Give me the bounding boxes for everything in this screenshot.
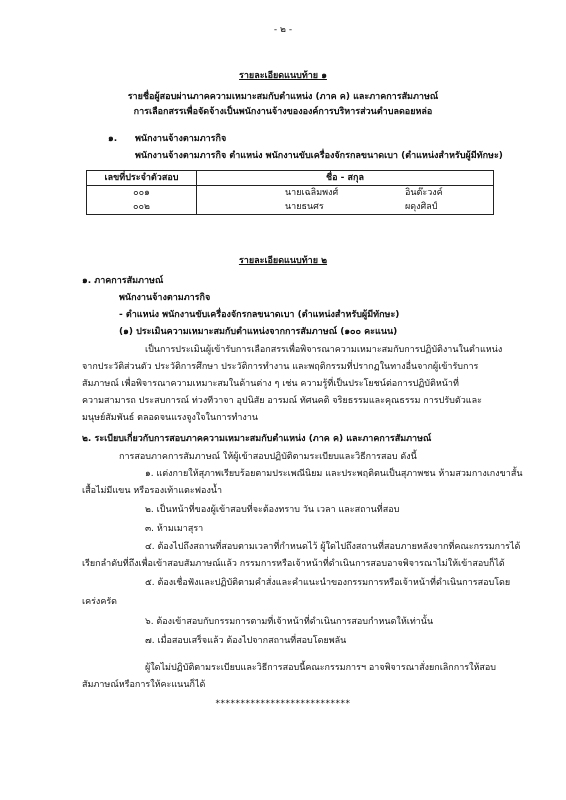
table-row xyxy=(87,186,494,201)
candidate-last-name: ผดุงศิลป์ xyxy=(405,201,438,212)
item-text: พนักงานจ้างตามภารกิจ xyxy=(135,134,227,144)
rule-1-line2: เสื้อไม่มีแขน หรือรองเท้าแตะฟองน้ำ xyxy=(82,486,223,496)
rule-5-line1: ๕. ต้องเชื่อฟังและปฏิบัติตามคำสั่งและคำแนะนำของกรรมการหรือเจ้าหน้าที่ดำเนินการสอบโดย xyxy=(145,578,511,588)
rule-2: ๒. เป็นหน้าที่ของผู้เข้าสอบที่จะต้องทราบ วัน เวลา และสถานที่สอบ xyxy=(145,505,400,515)
col-header-id: เลขที่ประจำตัวสอบ xyxy=(87,171,197,186)
candidate-first-name: นายธนศร xyxy=(285,201,324,212)
candidate-id: ๐๐๑ xyxy=(87,186,197,201)
paragraph-line: สัมภาษณ์ เพื่อพิจารณาความเหมาะสมในด้านต่าง ๆ เช่น ความรู้ที่เป็นประโยชน์ต่อการปฏิบัติหน้าที่ xyxy=(82,379,459,389)
end-mark: *************************** xyxy=(215,699,351,709)
rule-1-line1: ๑. แต่งกายให้สุภาพเรียบร้อยตามประเพณีนิยม และประพฤติตนเป็นสุภาพชน ห้ามสวมกางเกงขาสั้น xyxy=(145,469,523,479)
rule-4-line1: ๔. ต้องไปถึงสถานที่สอบตามเวลาที่กำหนดไว้ ผู้ใดไปถึงสถานที่สอบภายหลังจากที่คณะกรรมการได้ xyxy=(145,542,521,552)
rule-5-line2: เคร่งครัด xyxy=(82,597,118,607)
table-row xyxy=(87,200,494,215)
part1-title: ๑. ภาคการสัมภาษณ์ xyxy=(82,276,164,286)
col-header-name: ชื่อ - สกุล xyxy=(197,171,494,186)
candidate-first-name: นายเฉลิมพงศ์ xyxy=(285,187,339,198)
position-text: พนักงานจ้างตามภารกิจ ตำแหน่ง พนักงานขับเครื่องจักรกลขนาดเบา (ตำแหน่งสำหรับผู้มีทักษะ) xyxy=(135,151,503,161)
candidate-id: ๐๐๒ xyxy=(87,200,197,215)
closing-line1: ผู้ใดไม่ปฏิบัติตามระเบียบและวิธีการสอบนี้คณะกรรมการฯ อาจพิจารณาสั่งยกเลิกการให้สอบ xyxy=(145,663,497,673)
paragraph-line: จากประวัติส่วนตัว ประวัติการศึกษา ประวัติการทำงาน และพฤติกรรมที่ปรากฏในทางอื่นจากผู้เข้ารับการ xyxy=(82,362,479,372)
candidate-name xyxy=(197,186,494,201)
paragraph-line: มนุษย์สัมพันธ์ ตลอดจนแรงจูงใจในการทำงาน xyxy=(82,413,259,423)
candidate-table xyxy=(86,170,494,215)
part2-title: ๒. ระเบียบเกี่ยวกับการสอบภาคความเหมาะสมกับตำแหน่ง (ภาค ค) และภาคการสัมภาษณ์ xyxy=(82,434,432,444)
rule-4-line2: เรียกลำดับที่ถึงเพื่อเข้าสอบสัมภาษณ์แล้ว กรรมการหรือเจ้าหน้าที่ดำเนินการสอบอาจพิจารณาไม่ให้เข้าสอบก็ได้ xyxy=(82,559,505,569)
rule-3: ๓. ห้ามเมาสุรา xyxy=(145,524,204,534)
attachment-1-title-line1: รายชื่อผู้สอบผ่านภาคความเหมาะสมกับตำแหน่ง (ภาค ค) และภาคการสัมภาษณ์ xyxy=(127,92,439,102)
candidate-name xyxy=(197,200,494,215)
part1-criteria: (๑) ประเมินความเหมาะสมกับตำแหน่งจากการสัมภาษณ์ (๑๐๐ คะแนน) xyxy=(119,327,398,337)
part1-subtitle: พนักงานจ้างตามภารกิจ xyxy=(119,293,211,303)
rule-6: ๖. ต้องเข้าสอบกับกรรมการตามที่เจ้าหน้าที่ดำเนินการสอบกำหนดให้เท่านั้น xyxy=(145,617,434,627)
closing-line2: สัมภาษณ์หรือการให้คะแนนก็ได้ xyxy=(82,680,206,690)
table-header-row xyxy=(87,171,494,186)
candidate-last-name: อินต๊ะวงค์ xyxy=(405,187,443,198)
paragraph-line: เป็นการประเมินผู้เข้ารับการเลือกสรรเพื่อพิจารณาความเหมาะสมกับการปฏิบัติงานในตำแหน่ง xyxy=(145,345,503,355)
attachment-2-heading: รายละเอียดแนบท้าย ๒ xyxy=(238,256,328,266)
item-number: ๑. xyxy=(108,134,118,144)
attachment-1-title-line2: การเลือกสรรเพื่อจัดจ้างเป็นพนักงานจ้างขององค์การบริหารส่วนตำบลดอยหล่อ xyxy=(133,107,433,117)
page-number: - ๒ - xyxy=(273,25,293,35)
paragraph-line: ความสามารถ ประสบการณ์ ท่วงทีวาจา อุปนิสัย อารมณ์ ทัศนคติ จริยธรรมและคุณธรรม การปรับตัวและ xyxy=(82,396,482,406)
part1-position: - ตำแหน่ง พนักงานขับเครื่องจักรกลขนาดเบา (ตำแหน่งสำหรับผู้มีทักษะ) xyxy=(119,310,400,320)
attachment-1-heading: รายละเอียดแนบท้าย ๑ xyxy=(239,71,327,81)
rule-7: ๗. เมื่อสอบเสร็จแล้ว ต้องไปจากสถานที่สอบโดยพลัน xyxy=(145,636,347,646)
part2-intro: การสอบภาคการสัมภาษณ์ ให้ผู้เข้าสอบปฏิบัติตามระเบียบและวิธีการสอบ ดังนี้ xyxy=(119,452,417,462)
